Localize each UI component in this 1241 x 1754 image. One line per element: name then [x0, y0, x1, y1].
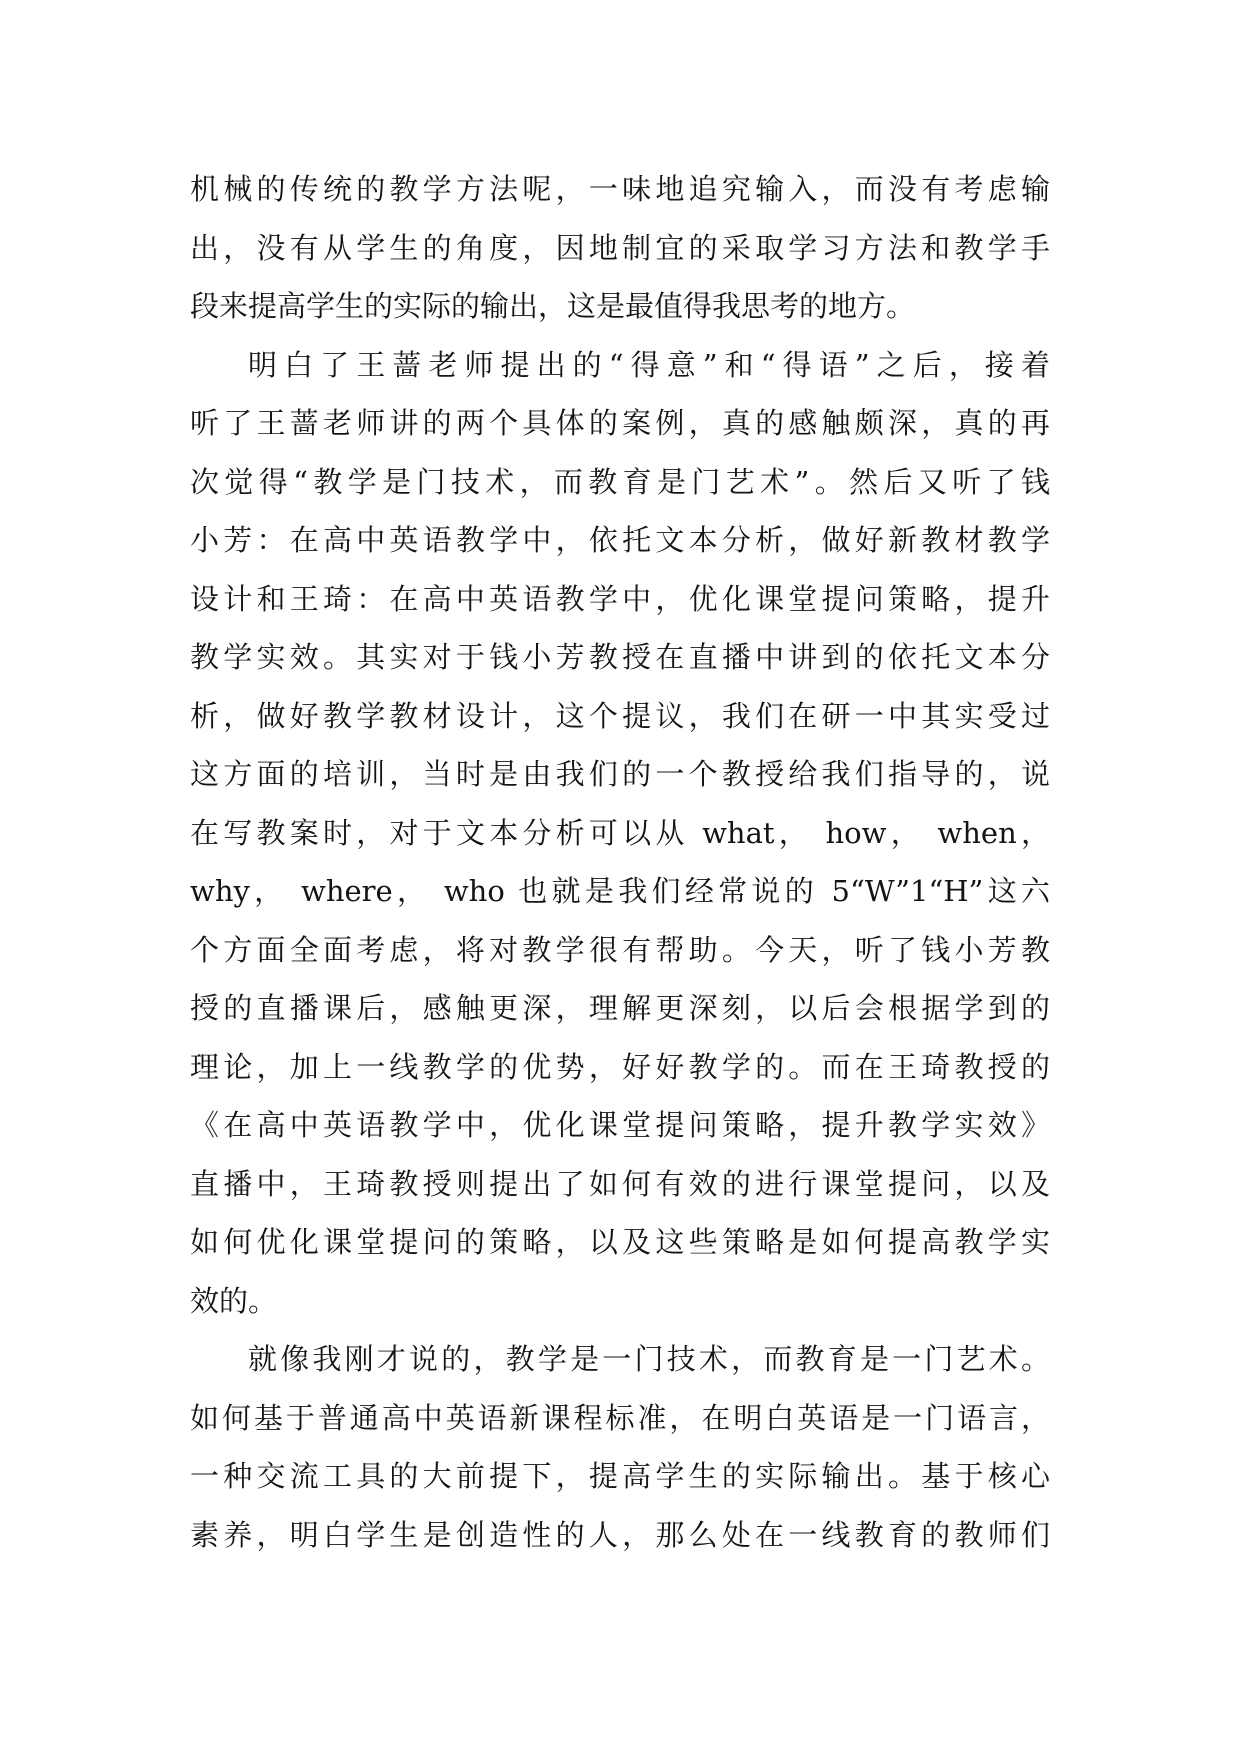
text-line: 一种交流工具的大前提下，提高学生的实际输出。基于核心 — [190, 1459, 1050, 1493]
text-line: 设计和王琦：在高中英语教学中，优化课堂提问策略，提升 — [190, 581, 1050, 616]
text-line: 理论，加上一线教学的优势，好好教学的。而在王琦教授的 — [190, 1049, 1050, 1084]
text-line: 出，没有从学生的角度，因地制宜的采取学习方法和教学手 — [190, 230, 1050, 265]
text-line: 在写教案时，对于文本分析可以从 what， how， when， — [190, 815, 1050, 850]
text-line: 机械的传统的教学方法呢，一味地追究输入，而没有考虑输 — [190, 172, 1050, 206]
text-line: 次觉得“教学是门技术，而教育是门艺术”。然后又听了钱 — [190, 464, 1050, 499]
text-line: 教学实效。其实对于钱小芳教授在直播中讲到的依托文本分 — [190, 640, 1050, 674]
text-line: 段来提高学生的实际的输出，这是最值得我思考的地方。 — [190, 289, 916, 323]
text-line: 析，做好教学教材设计，这个提议，我们在研一中其实受过 — [190, 698, 1050, 733]
paragraph-2 — [190, 336, 1050, 1331]
text-line: 个方面全面考虑，将对教学很有帮助。今天，听了钱小芳教 — [190, 932, 1050, 967]
text-line: 授的直播课后，感触更深，理解更深刻，以后会根据学到的 — [190, 991, 1050, 1025]
paragraph-1 — [190, 160, 1050, 336]
text-line: 如何基于普通高中英语新课程标准，在明白英语是一门语言， — [190, 1400, 1050, 1435]
text-line: 就像我刚才说的，教学是一门技术，而教育是一门艺术。 — [248, 1342, 1050, 1376]
text-line: 效的。 — [190, 1283, 278, 1318]
text-line: why， where， who 也就是我们经常说的 5“W”1“H”这六 — [190, 874, 1050, 908]
text-line: 小芳：在高中英语教学中，依托文本分析，做好新教材教学 — [190, 523, 1050, 557]
text-line: 直播中，王琦教授则提出了如何有效的进行课堂提问，以及 — [190, 1166, 1050, 1201]
body-text — [190, 160, 1050, 1564]
text-line: 素养，明白学生是创造性的人，那么处在一线教育的教师们 — [190, 1517, 1050, 1552]
text-line: 如何优化课堂提问的策略，以及这些策略是如何提高教学实 — [190, 1225, 1050, 1259]
paragraph-3 — [190, 1330, 1050, 1564]
text-line: 《在高中英语教学中，优化课堂提问策略，提升教学实效》 — [190, 1108, 1050, 1142]
text-line: 这方面的培训，当时是由我们的一个教授给我们指导的，说 — [190, 757, 1050, 791]
text-line: 听了王蔷老师讲的两个具体的案例，真的感触颇深，真的再 — [190, 406, 1050, 440]
text-line: 明白了王蔷老师提出的“得意”和“得语”之后，接着 — [248, 347, 1050, 382]
